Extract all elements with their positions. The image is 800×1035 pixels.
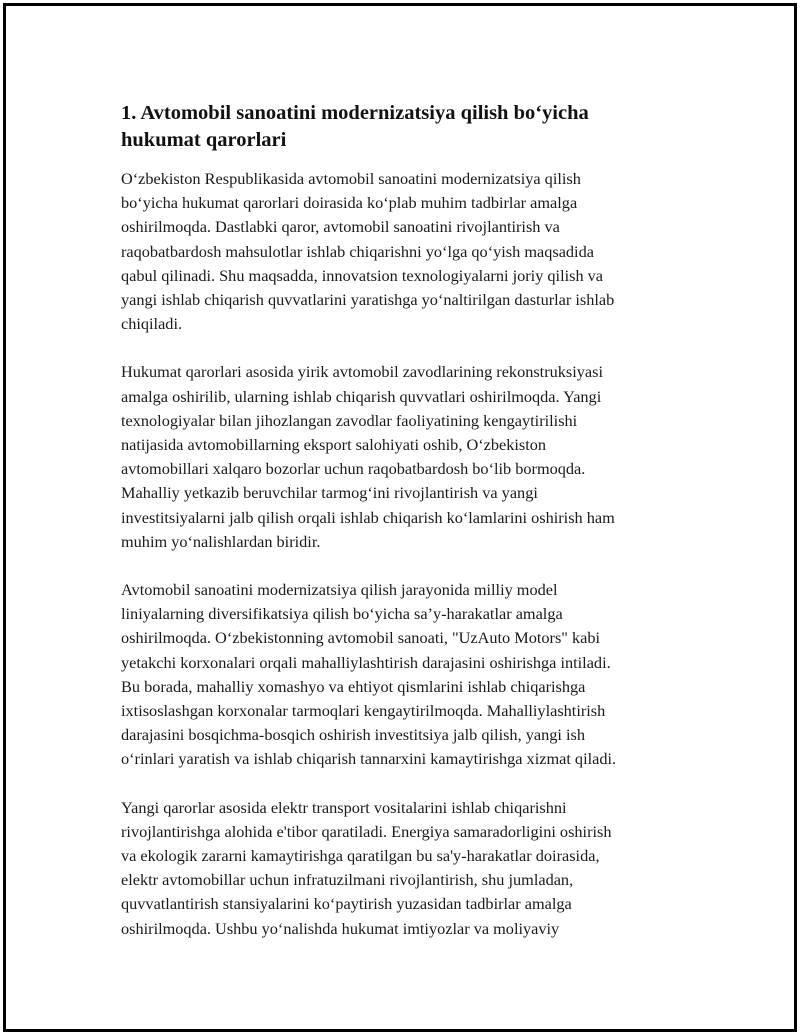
text-line: oshirilmoqda. Ushbu yo‘nalishda hukumat imtiyozlar va moliyaviy: [121, 918, 560, 938]
text-line: rivojlantirishga alohida e'tibor qaratiladi. Energiya samaradorligini oshirish: [121, 821, 612, 841]
text-line: Yangi qarorlar asosida elektr transport vositalarini ishlab chiqarishni: [121, 797, 567, 817]
text-line: darajasini bosqichma-bosqich oshirish investitsiya jalb qilish, yangi ish: [121, 725, 585, 745]
text-line: o‘rinlari yaratish va ishlab chiqarish tannarxini kamaytirishga xizmat qiladi.: [121, 749, 617, 769]
text-line: Hukumat qarorlari asosida yirik avtomobil zavodlarining rekonstruksiyasi: [121, 362, 603, 382]
text-line: oshirilmoqda. Dastlabki qaror, avtomobil sanoatini rivojlantirish va: [121, 217, 560, 237]
text-line: texnologiyalar bilan jihozlangan zavodlar faoliyatining kengaytirilishi: [121, 410, 578, 430]
text-line: yangi ishlab chiqarish quvvatlarini yaratishga yo‘naltirilgan dasturlar ishlab: [121, 290, 615, 310]
page-frame: [3, 3, 797, 1032]
text-line: muhim yo‘nalishlardan biridir.: [121, 531, 321, 551]
text-line: qabul qilinadi. Shu maqsadda, innovatsion texnologiyalarni joriy qilish va: [121, 265, 604, 285]
text-line: avtomobillari xalqaro bozorlar uchun raqobatbardosh bo‘lib bormoqda.: [121, 459, 586, 479]
text-line: bo‘yicha hukumat qarorlari doirasida ko‘plab muhim tadbirlar amalga: [121, 193, 578, 213]
section-heading: [121, 100, 686, 154]
text-line: Bu borada, mahalliy xomashyo va ehtiyot qismlarini ishlab chiqarishga: [121, 676, 586, 696]
text-line: oshirilmoqda. O‘zbekistonning avtomobil sanoati, "UzAuto Motors" kabi: [121, 628, 601, 648]
text-line: Avtomobil sanoatini modernizatsiya qilish jarayonida milliy model: [121, 580, 558, 600]
heading-line: 1. Avtomobil sanoatini modernizatsiya qilish bo‘yicha: [121, 102, 589, 124]
text-line: ixtisoslashgan korxonalar tarmoqlari kengaytirilmoqda. Mahalliylashtirish: [121, 701, 606, 721]
paragraph-2: [121, 360, 686, 554]
text-line: natijasida avtomobillarning eksport salohiyati oshib, O‘zbekiston: [121, 435, 547, 455]
text-line: quvvatlantirish stansiyalarini ko‘paytirish yuzasidan tadbirlar amalga: [121, 894, 572, 914]
text-line: liniyalarning diversifikatsiya qilish bo‘yicha sa’y-harakatlar amalga: [121, 604, 563, 624]
text-line: Mahalliy yetkazib beruvchilar tarmog‘ini rivojlantirish va yangi: [121, 483, 538, 503]
paragraph-3: [121, 578, 686, 772]
paragraph-1: [121, 167, 686, 336]
paragraph-4: [121, 796, 686, 941]
text-line: amalga oshirilib, ularning ishlab chiqarish quvvatlari oshirilmoqda. Yangi: [121, 386, 602, 406]
text-line: elektr avtomobillar uchun infratuzilmani rivojlantirish, shu jumladan,: [121, 870, 574, 890]
text-line: raqobatbardosh mahsulotlar ishlab chiqarishni yo‘lga qo‘yish maqsadida: [121, 241, 594, 261]
text-line: va ekologik zararni kamaytirishga qaratilgan bu sa'y-harakatlar doirasida,: [121, 846, 600, 866]
heading-line: hukumat qarorlari: [121, 129, 287, 151]
text-line: O‘zbekiston Respublikasida avtomobil sanoatini modernizatsiya qilish: [121, 169, 581, 188]
text-line: investitsiyalarni jalb qilish orqali ishlab chiqarish ko‘lamlarini oshirish ham: [121, 507, 615, 527]
text-line: chiqiladi.: [121, 314, 183, 334]
text-line: yetakchi korxonalari orqali mahalliylashtirish darajasini oshirishga intiladi.: [121, 652, 611, 672]
document-content: [121, 100, 686, 965]
